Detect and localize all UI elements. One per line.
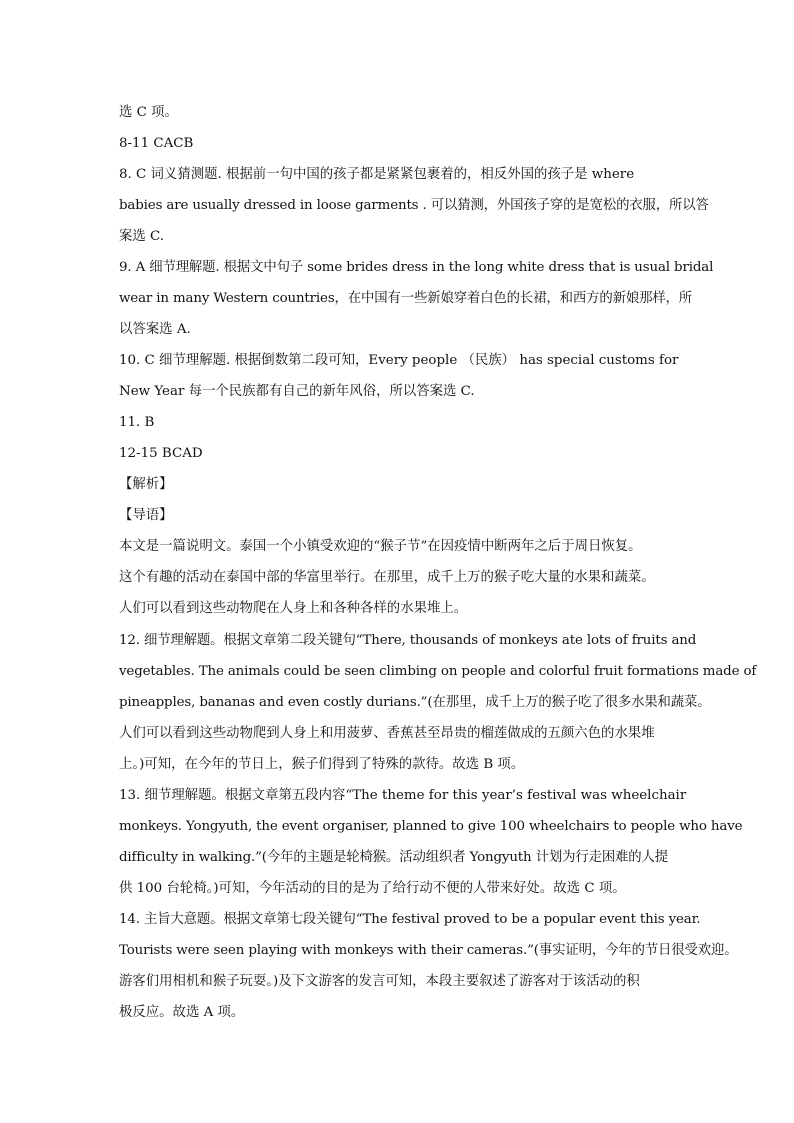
text-line-23: 13. 细节理解题。根据文章第五段内容“The theme for this year’s festival was wheelchair [119, 788, 687, 803]
text-line-15: 本文是一篇说明文。泰国一个小镇受欢迎的“猴子节”在因疫情中断两年之后于周日恢复。 [119, 539, 642, 554]
text-line-18: 12. 细节理解题。根据文章第二段关键句“There, thousands of monkeys ate lots of fruits and [119, 633, 697, 648]
text-line-21: 人们可以看到这些动物爬到人身上和用菠萝、香蕉甚至昂贵的榴莲做成的五颜六色的水果堆 [119, 726, 655, 741]
text-line-24: monkeys. Yongyuth, the event organiser, planned to give 100 wheelchairs to people who have [119, 819, 743, 834]
text-line-16: 这个有趣的活动在泰国中部的华富里举行。在那里，成千上万的猴子吃大量的水果和蔬菜。 [119, 570, 655, 585]
text-line-29: 游客们用相机和猴子玩耍。)及下文游客的发言可知，本段主要叙述了游客对于该活动的积 [119, 974, 640, 989]
text-line-1: 选 C 项。 [119, 105, 178, 120]
text-line-20: pineapples, bananas and even costly durians.”(在那里，成千上万的猴子吃了很多水果和蔬菜。 [119, 695, 711, 710]
text-line-11: 11. B [119, 415, 155, 430]
text-line-3: 8. C 词义猜测题. 根据前一句中国的孩子都是紧紧包裹着的，相反外国的孩子是 where [119, 167, 635, 182]
text-line-9: 10. C 细节理解题. 根据倒数第二段可知，Every people （民族） has special customs for [119, 353, 679, 368]
text-line-8: 以答案选 A. [119, 322, 191, 337]
text-line-5: 案选 C. [119, 229, 165, 244]
text-line-4: babies are usually dressed in loose garments . 可以猜测，外国孩子穿的是宽松的衣服，所以答 [119, 198, 709, 213]
text-line-10: New Year 每一个民族都有自己的新年风俗，所以答案选 C. [119, 384, 475, 399]
text-line-30: 极反应。故选 A 项。 [119, 1005, 245, 1020]
text-line-7: wear in many Western countries，在中国有一些新娘穿着白色的长裙，和西方的新娘那样，所 [119, 291, 693, 306]
text-line-12: 12-15 BCAD [119, 446, 203, 461]
text-line-25: difficulty in walking.”(今年的主题是轮椅猴。活动组织者 Yongyuth 计划为行走困难的人提 [119, 850, 669, 865]
text-line-2: 8-11 CACB [119, 136, 194, 151]
text-line-13: 【解析】 [119, 477, 173, 492]
text-line-19: vegetables. The animals could be seen climbing on people and colorful fruit formations made of [119, 664, 757, 679]
text-line-14: 【导语】 [119, 508, 173, 523]
text-line-28: Tourists were seen playing with monkeys with their cameras.”(事实证明，今年的节日很受欢迎。 [119, 943, 738, 958]
text-line-26: 供 100 台轮椅。)可知，今年活动的目的是为了给行动不便的人带来好处。故选 C 项。 [119, 881, 626, 896]
text-line-27: 14. 主旨大意题。根据文章第七段关键句“The festival proved to be a popular event this year. [119, 912, 701, 927]
text-line-22: 上。)可知，在今年的节日上，猴子们得到了特殊的款待。故选 B 项。 [119, 757, 525, 772]
text-line-17: 人们可以看到这些动物爬在人身上和各种各样的水果堆上。 [119, 601, 468, 616]
text-line-6: 9. A 细节理解题. 根据文中句子 some brides dress in the long white dress that is usual bridal [119, 260, 714, 275]
